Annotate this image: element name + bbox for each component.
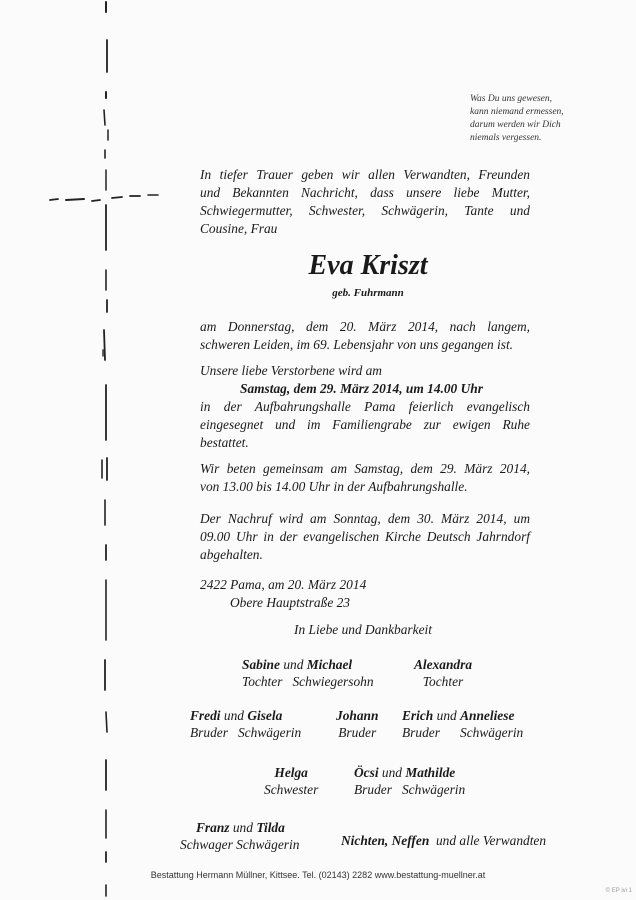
deceased-name: Eva Kriszt	[308, 250, 428, 281]
mourner-role: Tochter	[242, 674, 283, 689]
mourner-group	[414, 656, 472, 690]
epitaph-poem	[470, 93, 630, 145]
prayer-paragraph	[200, 460, 530, 496]
mourner-role: Schwägerin	[401, 782, 466, 797]
mourner-role: Bruder	[338, 725, 377, 740]
mourner-group	[354, 764, 465, 798]
mourner-role: Bruder	[354, 782, 392, 797]
mourner-name: Öcsi	[354, 765, 379, 780]
conjunction: und	[381, 765, 402, 780]
memorial-paragraph	[200, 510, 530, 564]
prayer-line: Wir beten gemeinsam am Samstag, dem 29. März 2014,	[200, 461, 530, 476]
conjunction: und	[232, 820, 253, 835]
mourner-group	[180, 819, 299, 853]
mourner-role: Schwester	[264, 782, 319, 797]
mourner-name: Gisela	[247, 708, 283, 723]
poem-line: darum werden wir Dich	[470, 120, 561, 130]
mourner-role: Bruder	[402, 725, 440, 740]
cross-ornament	[0, 0, 200, 900]
intro-line: Cousine, Frau	[200, 221, 278, 236]
intro-paragraph	[200, 166, 530, 238]
intro-line: Schwiegermutter, Schwester, Schwägerin, Tante und	[200, 203, 530, 218]
mourner-role: Schwägerin	[237, 725, 302, 740]
funeral-date: Samstag, dem 29. März 2014, um 14.00 Uhr	[240, 381, 483, 396]
poem-line: Was Du uns gewesen,	[470, 94, 552, 104]
mourner-name: Nichten, Neffen	[341, 833, 430, 848]
conjunction: und	[436, 708, 457, 723]
poem-line: niemals vergessen.	[470, 133, 542, 143]
mourner-role: Schwager	[180, 837, 233, 852]
intro-line: und Bekannten Nachricht, dass unsere liebe Mutter,	[200, 185, 530, 200]
birth-name: geb. Fuhrmann	[332, 287, 404, 299]
address-block	[200, 576, 530, 612]
mourner-name: Anneliese	[460, 708, 515, 723]
prayer-line: von 13.00 bis 14.00 Uhr in der Aufbahrungshalle.	[200, 479, 468, 494]
mourner-role: Bruder	[190, 725, 228, 740]
closing-line: In Liebe und Dankbarkeit	[294, 622, 432, 637]
mourner-name: Michael	[306, 657, 353, 672]
poem-line: kann niemand ermessen,	[470, 107, 564, 117]
mourner-name: Helga	[274, 765, 308, 780]
mourner-group	[242, 656, 374, 690]
funeral-line: in der Aufbahrungshalle Pama feierlich evangelisch	[200, 399, 530, 414]
mourner-role: Schwägerin	[236, 837, 300, 852]
memorial-line: abgehalten.	[200, 547, 263, 562]
death-notice	[200, 318, 530, 354]
mourner-name: Fredi	[190, 708, 221, 723]
mourner-group	[336, 707, 378, 741]
intro-line: In tiefer Trauer geben wir allen Verwandten, Freunden	[200, 167, 530, 182]
conjunction: und	[283, 657, 304, 672]
memorial-line: 09.00 Uhr in der evangelischen Kirche Deutsch Jahrndorf	[200, 529, 530, 544]
mourner-name: Erich	[402, 708, 434, 723]
memorial-line: Der Nachruf wird am Sonntag, dem 30. März 2014, um	[200, 511, 530, 526]
funeral-home-footer: Bestattung Hermann Müllner, Kittsee. Tel. (02143) 2282 www.bestattung-muellner.at	[150, 870, 486, 880]
mourner-role: Tochter	[422, 674, 464, 689]
mourner-name: Mathilde	[405, 765, 456, 780]
mourner-rest: und alle Verwandten	[435, 833, 547, 848]
death-notice-line: am Donnerstag, dem 20. März 2014, nach langem,	[200, 319, 530, 334]
funeral-line: bestattet.	[200, 435, 249, 450]
mourner-group	[190, 707, 301, 741]
funeral-paragraph	[200, 362, 530, 452]
place-date: 2422 Pama, am 20. März 2014	[200, 577, 367, 592]
mourner-name: Sabine	[242, 657, 280, 672]
mourner-name: Tilda	[256, 820, 285, 835]
mourner-name: Johann	[336, 708, 379, 723]
mourner-group	[341, 832, 546, 849]
funeral-line: Unsere liebe Verstorbene wird am	[200, 363, 382, 378]
mourner-group	[402, 707, 523, 741]
corner-mark: © EP ivi 1	[605, 888, 632, 894]
mourner-role: Schwiegersohn	[292, 674, 374, 689]
mourner-role: Schwägerin	[460, 725, 524, 740]
street-address: Obere Hauptstraße 23	[230, 595, 351, 610]
conjunction: und	[223, 708, 244, 723]
death-notice-line: schweren Leiden, im 69. Lebensjahr von uns gegangen ist.	[200, 337, 514, 352]
mourner-group	[264, 764, 318, 798]
mourner-name: Alexandra	[414, 657, 473, 672]
funeral-line: eingesegnet und im Familiengrabe zur ewigen Ruhe	[200, 417, 530, 432]
mourner-name: Franz	[196, 820, 230, 835]
